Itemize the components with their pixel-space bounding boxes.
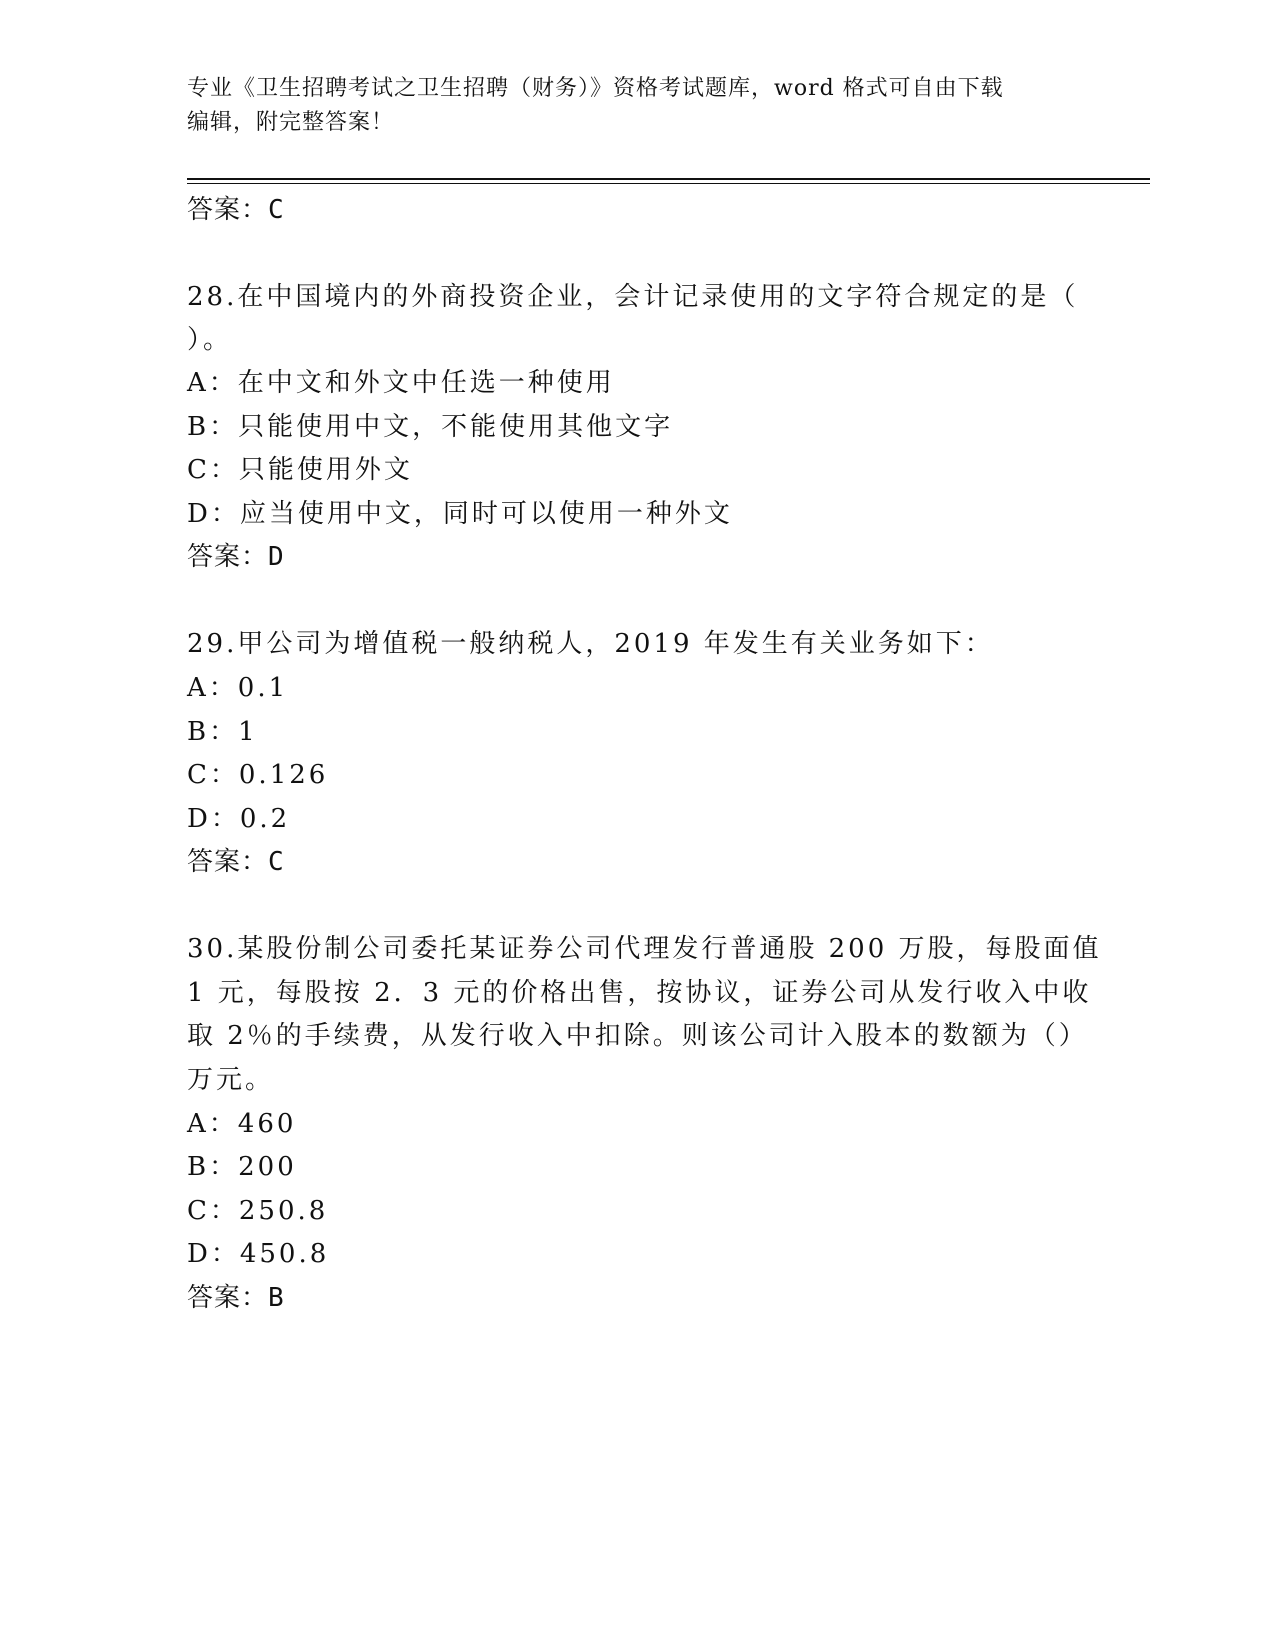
question-29-option-a: A：0.1 — [187, 673, 289, 703]
answer-label: 答案： — [187, 847, 269, 877]
answer-label: 答案： — [187, 195, 269, 225]
header-line-1: 专业《卫生招聘考试之卫生招聘（财务）》资格考试题库，word 格式可自由下载 — [187, 76, 1004, 101]
question-30-stem-line-1: 30.某股份制公司委托某证券公司代理发行普通股 200 万股，每股面值 — [187, 934, 1102, 964]
question-30-option-c: C：250.8 — [187, 1196, 329, 1226]
question-28-stem-line-2: ）。 — [187, 325, 233, 355]
question-29-option-d: D：0.2 — [187, 804, 291, 834]
answer-value: D — [268, 542, 285, 572]
question-30-option-b: B：200 — [187, 1152, 297, 1182]
answer-label: 答案： — [187, 1283, 269, 1313]
answer-value: C — [268, 847, 285, 877]
header-divider-thin — [187, 183, 1150, 184]
question-29-stem-line-1: 29.甲公司为增值税一般纳税人，2019 年发生有关业务如下： — [187, 629, 994, 659]
question-30-option-d: D：450.8 — [187, 1239, 330, 1269]
header-line-2: 编辑，附完整答案！ — [187, 110, 395, 135]
question-29-option-b: B：1 — [187, 717, 258, 747]
answer-value: C — [268, 195, 285, 225]
question-28-option-d: D：应当使用中文，同时可以使用一种外文 — [187, 499, 733, 529]
document-header — [187, 72, 1087, 140]
question-28-option-a: A：在中文和外文中任选一种使用 — [187, 368, 615, 398]
question-30-option-a: A：460 — [187, 1109, 297, 1139]
question-28-option-c: C：只能使用外文 — [187, 455, 413, 485]
question-28-stem-line-1: 28.在中国境内的外商投资企业，会计记录使用的文字符合规定的是（ — [187, 282, 1079, 312]
question-30-answer — [187, 1282, 285, 1314]
question-28-option-b: B：只能使用中文，不能使用其他文字 — [187, 412, 674, 442]
question-29-option-c: C：0.126 — [187, 760, 329, 790]
answer-line — [187, 194, 285, 226]
question-30-stem-line-3: 取 2％的手续费，从发行收入中扣除。则该公司计入股本的数额为（） — [187, 1021, 1088, 1051]
answer-label: 答案： — [187, 542, 269, 572]
question-30-stem-line-2: 1 元，每股按 2．3 元的价格出售，按协议，证券公司从发行收入中收 — [187, 978, 1092, 1008]
answer-value: B — [268, 1283, 285, 1313]
question-30-stem-line-4: 万元。 — [187, 1065, 275, 1095]
header-divider — [187, 178, 1150, 180]
question-28-answer — [187, 541, 285, 573]
question-29-answer — [187, 846, 285, 878]
